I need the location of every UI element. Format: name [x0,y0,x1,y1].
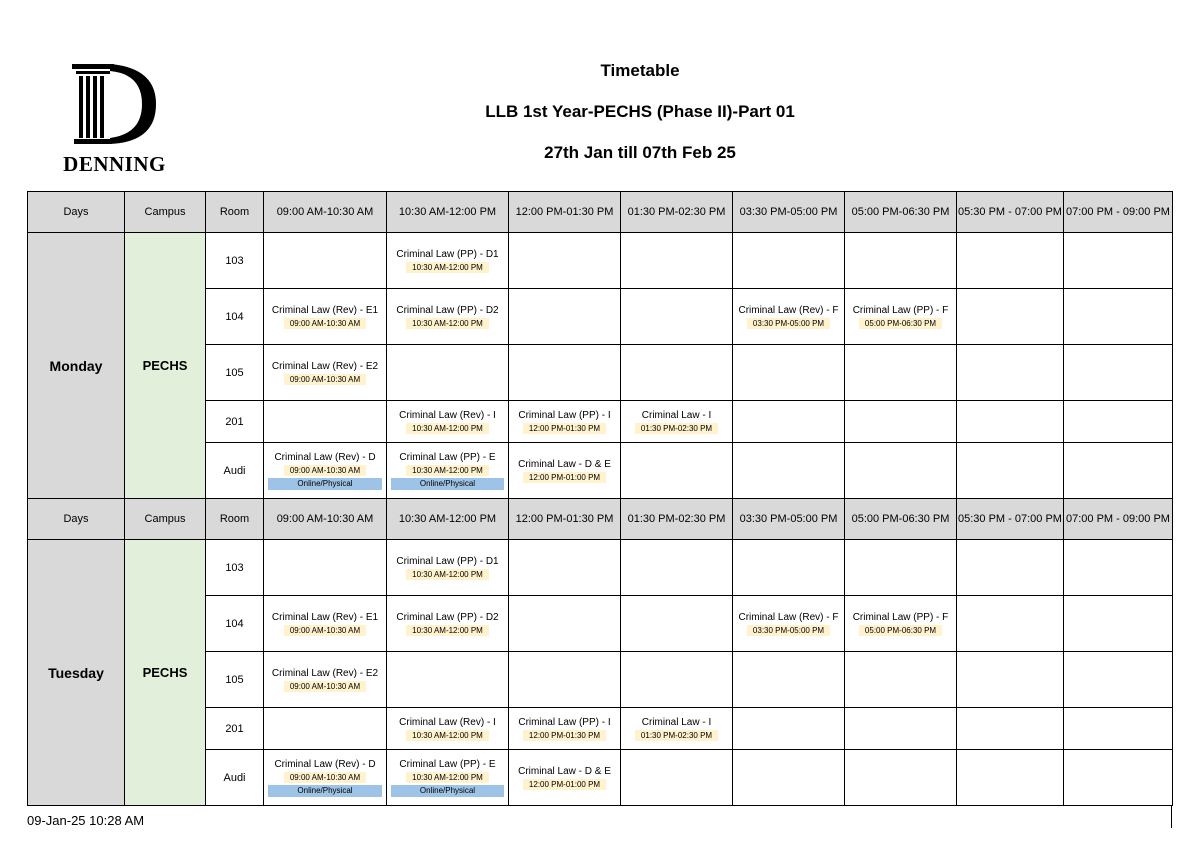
room-label: 201 [206,401,264,443]
course-name: Criminal Law (PP) - I [518,716,611,728]
room-label: 104 [206,289,264,345]
slot-time: 10:30 AM-12:00 PM [406,625,489,636]
empty-slot [733,652,845,708]
empty-slot [1064,652,1173,708]
empty-slot [1064,750,1173,806]
empty-slot [845,443,957,499]
course-name: Criminal Law (PP) - I [518,409,611,421]
class-slot [387,289,509,345]
column-header: 01:30 PM-02:30 PM [621,499,733,540]
slot-time: 01:30 PM-02:30 PM [635,730,718,741]
course-name: Criminal Law (Rev) - F [738,611,839,623]
empty-slot [845,345,957,401]
room-label: 103 [206,540,264,596]
empty-slot [621,345,733,401]
empty-slot [264,233,387,289]
logo-text: DENNING [63,152,166,176]
room-label: Audi [206,750,264,806]
empty-slot [621,540,733,596]
slot-time: 12:00 PM-01:00 PM [523,472,606,483]
title-block [440,58,840,181]
course-name: Criminal Law (PP) - D2 [396,304,499,316]
column-header: 12:00 PM-01:30 PM [509,192,621,233]
course-name: Criminal Law (PP) - E [399,759,496,770]
room-label: 105 [206,345,264,401]
course-name: Criminal Law (PP) - D1 [396,555,499,567]
slot-time: 10:30 AM-12:00 PM [406,730,489,741]
empty-slot [509,345,621,401]
class-slot [621,708,733,750]
slot-time: 10:30 AM-12:00 PM [406,465,489,476]
slot-time: 10:30 AM-12:00 PM [406,772,489,783]
course-name: Criminal Law (PP) - D1 [396,248,499,260]
column-header: 01:30 PM-02:30 PM [621,192,733,233]
empty-slot [733,345,845,401]
empty-slot [957,289,1064,345]
empty-slot [1064,443,1173,499]
empty-slot [1064,540,1173,596]
print-timestamp: 09-Jan-25 10:28 AM [27,813,145,828]
empty-slot [957,596,1064,652]
column-header: 05:30 PM - 07:00 PM [957,499,1064,540]
delivery-mode-badge: Online/Physical [391,785,504,797]
delivery-mode-badge: Online/Physical [391,478,504,490]
slot-time: 10:30 AM-12:00 PM [406,262,489,273]
course-name: Criminal Law - I [641,716,712,728]
empty-slot [621,443,733,499]
room-label: 103 [206,233,264,289]
course-name: Criminal Law (Rev) - E2 [271,360,379,372]
slot-time: 05:00 PM-06:30 PM [859,625,942,636]
column-header: 05:30 PM - 07:00 PM [957,192,1064,233]
slot-time: 03:30 PM-05:00 PM [747,625,830,636]
empty-slot [621,652,733,708]
class-slot [621,401,733,443]
empty-slot [621,289,733,345]
class-slot [264,345,387,401]
class-slot [264,596,387,652]
room-label: 201 [206,708,264,750]
course-name: Criminal Law (PP) - F [852,611,949,623]
empty-slot [1064,708,1173,750]
slot-time: 12:00 PM-01:00 PM [523,779,606,790]
column-header: 09:00 AM-10:30 AM [264,499,387,540]
course-name: Criminal Law (PP) - D2 [396,611,499,623]
class-slot [845,289,957,345]
column-header: 12:00 PM-01:30 PM [509,499,621,540]
course-name: Criminal Law (Rev) - F [738,304,839,316]
empty-slot [957,540,1064,596]
column-header: 07:00 PM - 09:00 PM [1064,192,1173,233]
empty-slot [845,750,957,806]
empty-slot [509,233,621,289]
slot-time: 09:00 AM-10:30 AM [284,625,366,636]
delivery-mode-badge: Online/Physical [268,478,382,490]
class-slot [509,443,621,499]
column-header: Room [206,499,264,540]
border-line [1171,806,1172,828]
class-slot [264,750,387,806]
column-header: 03:30 PM-05:00 PM [733,192,845,233]
class-slot [733,289,845,345]
empty-slot [957,652,1064,708]
column-header: 03:30 PM-05:00 PM [733,499,845,540]
page-title: Timetable [600,61,680,80]
empty-slot [1064,289,1173,345]
empty-slot [264,401,387,443]
column-header: 05:00 PM-06:30 PM [845,192,957,233]
slot-time: 09:00 AM-10:30 AM [284,681,366,692]
empty-slot [845,540,957,596]
course-name: Criminal Law - I [641,409,712,421]
course-name: Criminal Law (PP) - F [852,304,949,316]
slot-time: 05:00 PM-06:30 PM [859,318,942,329]
column-header: Days [28,192,125,233]
header-row [28,192,1173,233]
class-slot [264,443,387,499]
slot-time: 03:30 PM-05:00 PM [747,318,830,329]
pillar-d-logo-icon [52,62,177,152]
class-slot [509,401,621,443]
room-label: 104 [206,596,264,652]
empty-slot [387,345,509,401]
slot-time: 10:30 AM-12:00 PM [406,318,489,329]
course-name: Criminal Law (Rev) - D [274,759,376,770]
slot-time: 10:30 AM-12:00 PM [406,423,489,434]
empty-slot [621,750,733,806]
room-label: Audi [206,443,264,499]
column-header: 10:30 AM-12:00 PM [387,499,509,540]
empty-slot [957,708,1064,750]
slot-time: 09:00 AM-10:30 AM [284,465,366,476]
empty-slot [1064,596,1173,652]
empty-slot [845,708,957,750]
class-slot [387,540,509,596]
date-range: 27th Jan till 07th Feb 25 [544,143,736,162]
column-header: 09:00 AM-10:30 AM [264,192,387,233]
campus-label: PECHS [125,540,206,806]
empty-slot [845,401,957,443]
denning-logo [52,62,177,180]
course-name: Criminal Law (Rev) - E1 [271,611,379,623]
day-label: Tuesday [28,540,125,806]
column-header: Room [206,192,264,233]
slot-time: 09:00 AM-10:30 AM [284,374,366,385]
empty-slot [733,443,845,499]
table-row [28,233,1173,289]
empty-slot [733,708,845,750]
empty-slot [387,652,509,708]
column-header: Campus [125,192,206,233]
course-name: Criminal Law (Rev) - I [399,716,496,728]
class-slot [387,443,509,499]
empty-slot [733,401,845,443]
campus-label: PECHS [125,233,206,499]
table-row [28,540,1173,596]
slot-time: 01:30 PM-02:30 PM [635,423,718,434]
course-name: Criminal Law (Rev) - D [274,452,376,463]
column-header: 10:30 AM-12:00 PM [387,192,509,233]
empty-slot [1064,345,1173,401]
program-title: LLB 1st Year-PECHS (Phase II)-Part 01 [485,102,795,121]
empty-slot [733,750,845,806]
column-header: 05:00 PM-06:30 PM [845,499,957,540]
empty-slot [957,443,1064,499]
slot-time: 10:30 AM-12:00 PM [406,569,489,580]
class-slot [387,233,509,289]
empty-slot [733,233,845,289]
class-slot [387,708,509,750]
course-name: Criminal Law - D & E [518,458,611,470]
timetable [27,191,1173,806]
empty-slot [264,540,387,596]
class-slot [733,596,845,652]
header-row [28,499,1173,540]
column-header: Days [28,499,125,540]
room-label: 105 [206,652,264,708]
course-name: Criminal Law (Rev) - E1 [271,304,379,316]
course-name: Criminal Law (Rev) - I [399,409,496,421]
column-header: 07:00 PM - 09:00 PM [1064,499,1173,540]
day-label: Monday [28,233,125,499]
class-slot [509,750,621,806]
empty-slot [957,233,1064,289]
empty-slot [509,596,621,652]
empty-slot [509,652,621,708]
class-slot [387,401,509,443]
empty-slot [733,540,845,596]
empty-slot [621,596,733,652]
empty-slot [957,345,1064,401]
class-slot [387,596,509,652]
slot-time: 09:00 AM-10:30 AM [284,318,366,329]
empty-slot [509,289,621,345]
empty-slot [1064,401,1173,443]
delivery-mode-badge: Online/Physical [268,785,382,797]
empty-slot [957,401,1064,443]
class-slot [509,708,621,750]
empty-slot [264,708,387,750]
class-slot [845,596,957,652]
class-slot [264,652,387,708]
column-header: Campus [125,499,206,540]
slot-time: 12:00 PM-01:30 PM [523,423,606,434]
empty-slot [621,233,733,289]
class-slot [264,289,387,345]
course-name: Criminal Law (Rev) - E2 [271,667,379,679]
course-name: Criminal Law - D & E [518,765,611,777]
empty-slot [1064,233,1173,289]
empty-slot [845,652,957,708]
slot-time: 12:00 PM-01:30 PM [523,730,606,741]
class-slot [387,750,509,806]
course-name: Criminal Law (PP) - E [399,452,496,463]
empty-slot [845,233,957,289]
slot-time: 09:00 AM-10:30 AM [284,772,366,783]
empty-slot [509,540,621,596]
empty-slot [957,750,1064,806]
